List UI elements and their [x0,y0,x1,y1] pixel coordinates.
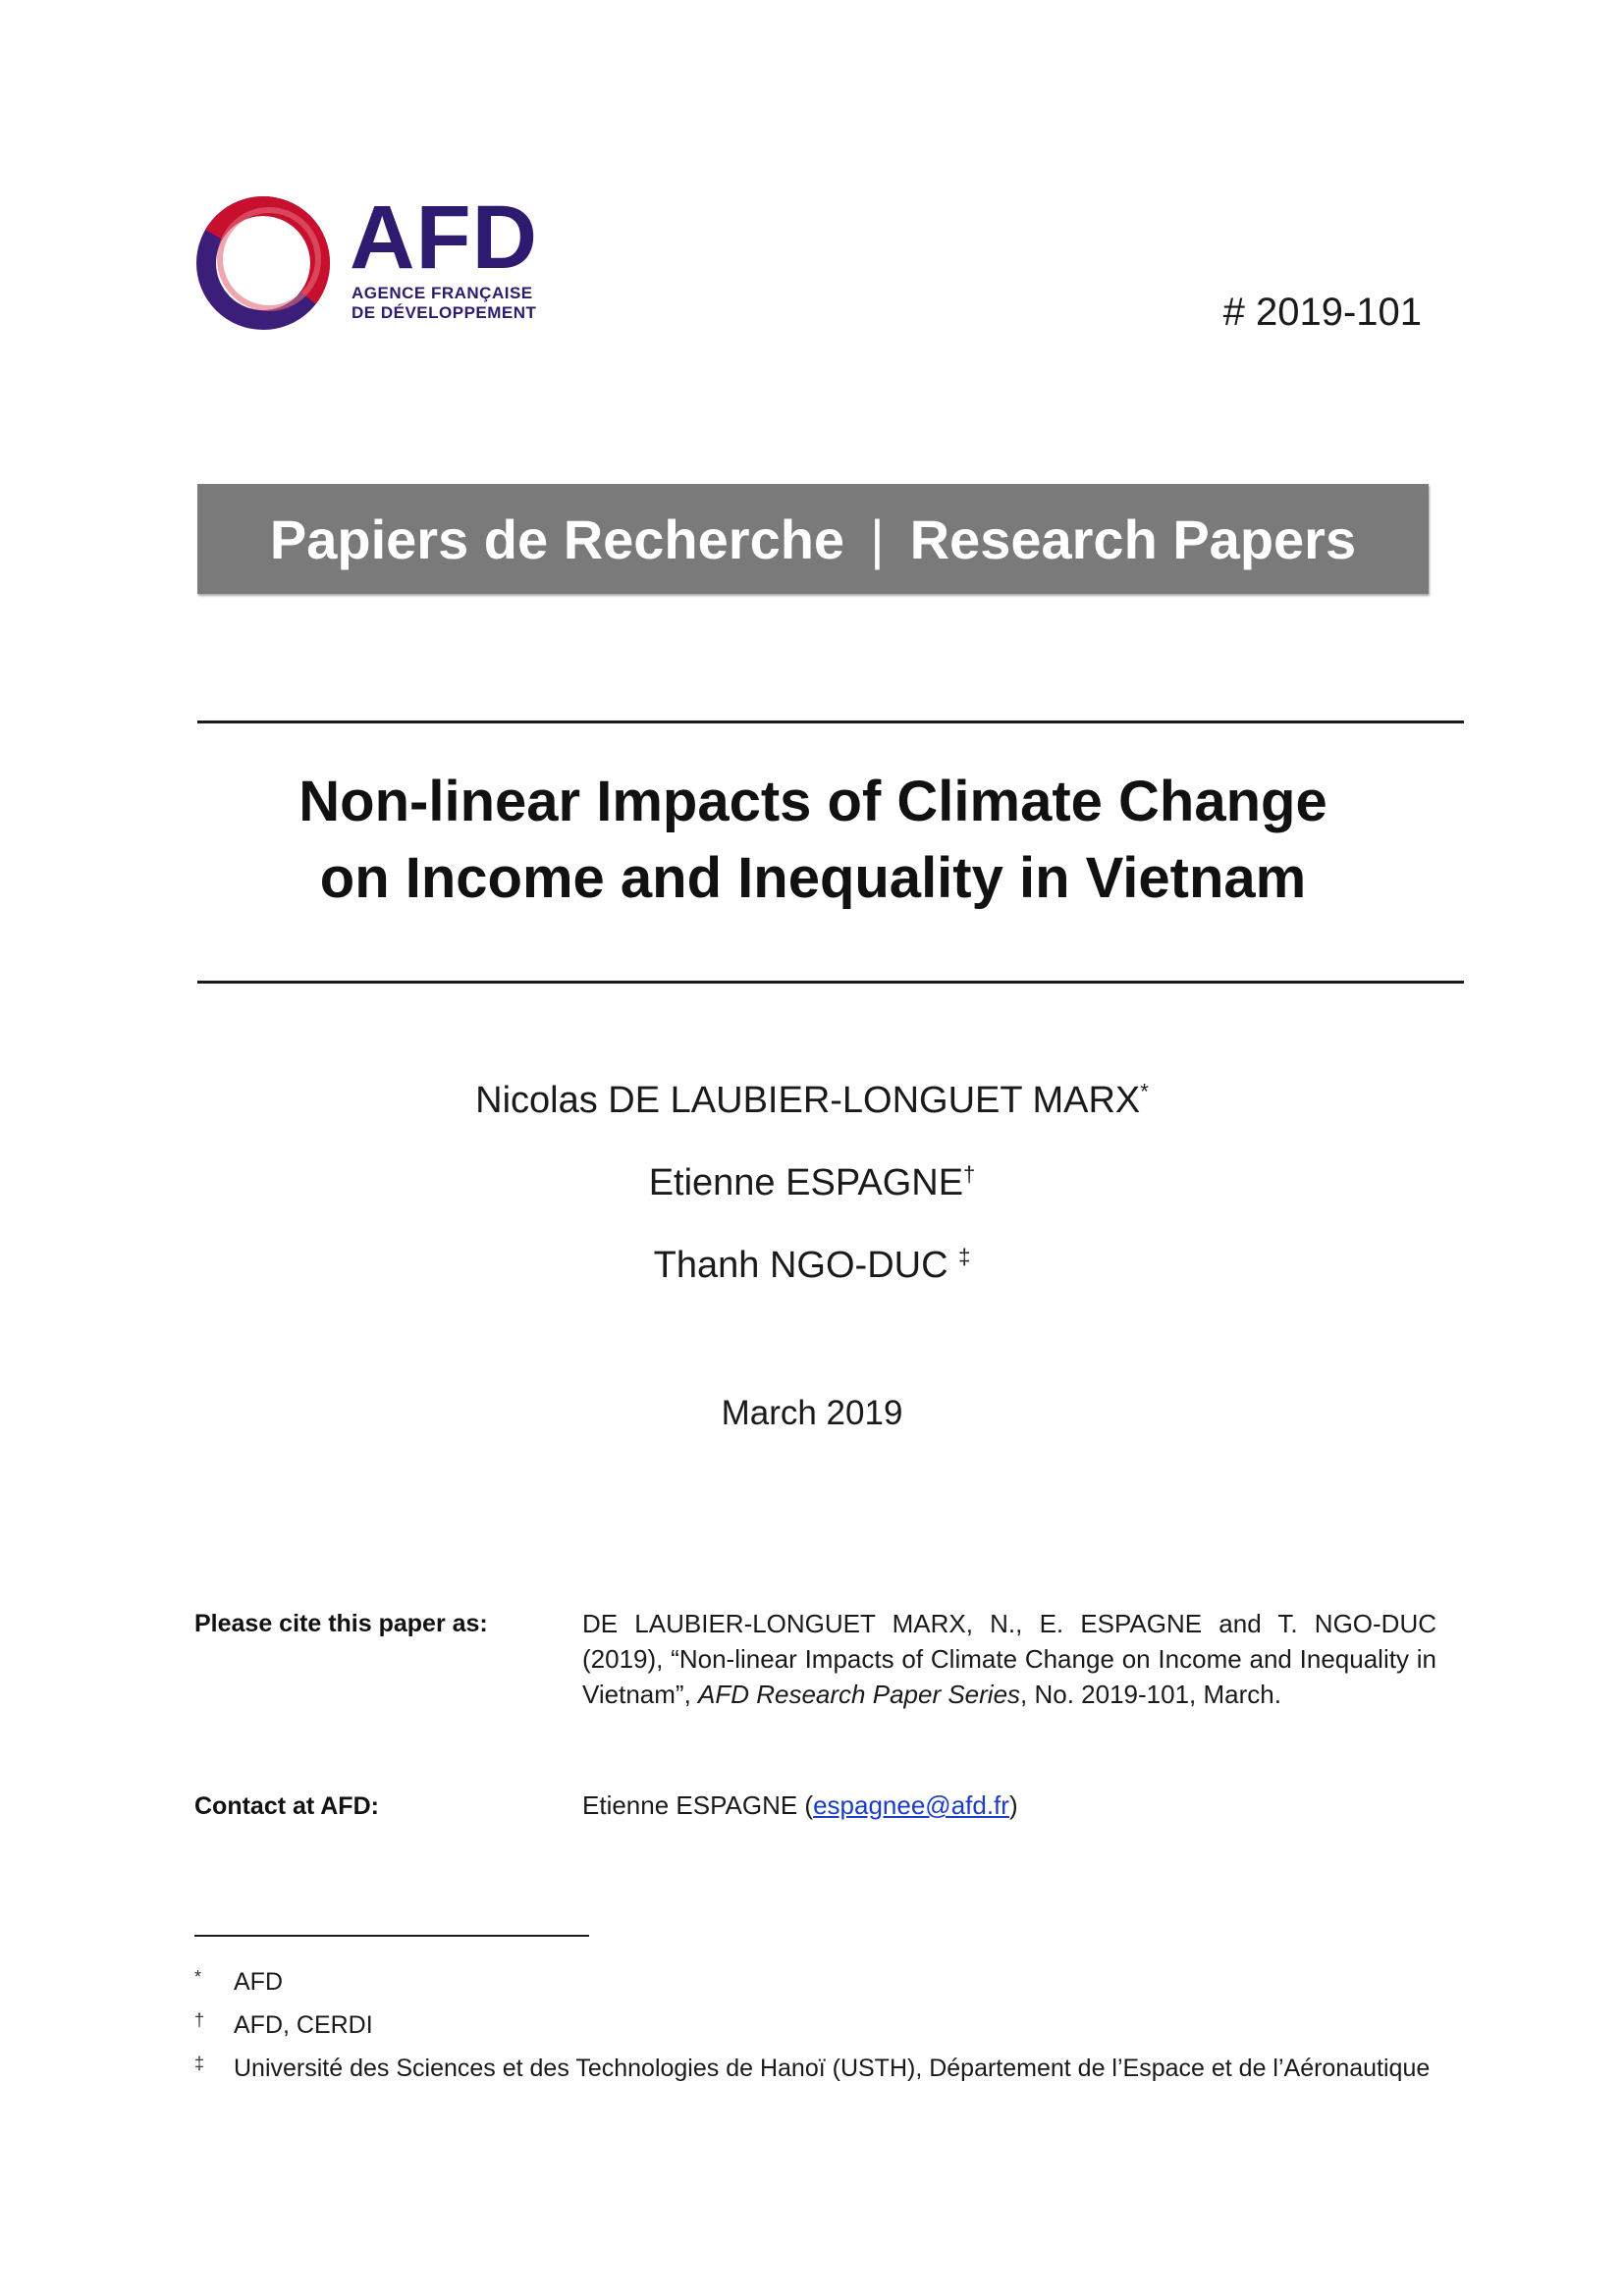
logo-agency-line2: DE DÉVELOPPEMENT [352,303,537,322]
citation-label: Please cite this paper as: [194,1610,488,1637]
author-footnote-mark: ‡ [958,1244,971,1269]
citation-series: AFD Research Paper Series [698,1680,1021,1709]
paper-title [197,764,1429,917]
contact-close: ) [1008,1790,1018,1820]
citation-part-1: DE LAUBIER-LONGUET MARX, N., E. ESPAGNE and T. NGO-DUC (2019), “Non-linear Impacts of Climate Change on Income and Inequality in Vietnam”, [582,1609,1436,1709]
logo-agency-line1: AGENCE FRANÇAISE [352,284,533,302]
afd-ring-logo-icon [192,192,335,335]
footnote-mark: * [194,1967,202,1987]
contact-label: Contact at AFD: [194,1792,379,1820]
contact-name: Etienne ESPAGNE ( [582,1790,814,1820]
author-1 [0,1080,1624,1122]
title-rule-bottom [197,981,1464,984]
logo-acronym: AFD [350,187,539,288]
footnote-separator [194,1935,589,1937]
contact-email-link[interactable]: espagnee@afd.fr [813,1790,1009,1820]
author-name: Nicolas DE LAUBIER-LONGUET MARX [475,1080,1141,1121]
footnote-text: AFD [234,1968,283,1996]
author-footnote-mark: † [963,1161,976,1187]
author-2 [0,1162,1624,1204]
banner-english-label: Research Papers [909,507,1357,570]
author-name: Etienne ESPAGNE [648,1162,964,1203]
contact-text [582,1790,1018,1821]
citation-text [582,1606,1436,1712]
afd-logo [192,187,546,340]
title-rule-top [197,721,1464,723]
publication-date: March 2019 [721,1394,903,1432]
title-line-2: on Income and Inequality in Vietnam [319,846,1307,910]
citation-part-2: , No. 2019-101, March. [1020,1680,1281,1709]
banner-separator: | [870,507,885,570]
author-name: Thanh NGO-DUC [653,1245,959,1286]
banner-french-label: Papiers de Recherche [269,507,845,570]
author-3 [0,1245,1624,1287]
footnote-mark: † [194,2010,205,2030]
footnote-text: Université des Sciences et des Technologies de Hanoï (USTH), Département de l’Espace et de l’Aéronautique [234,2055,1431,2082]
footnote-mark: ‡ [194,2054,205,2073]
paper-number: # 2019-101 [1222,291,1422,334]
author-footnote-mark: * [1140,1079,1149,1104]
footnote-text: AFD, CERDI [234,2011,373,2039]
series-banner [197,484,1429,594]
title-line-1: Non-linear Impacts of Climate Change [298,770,1327,833]
